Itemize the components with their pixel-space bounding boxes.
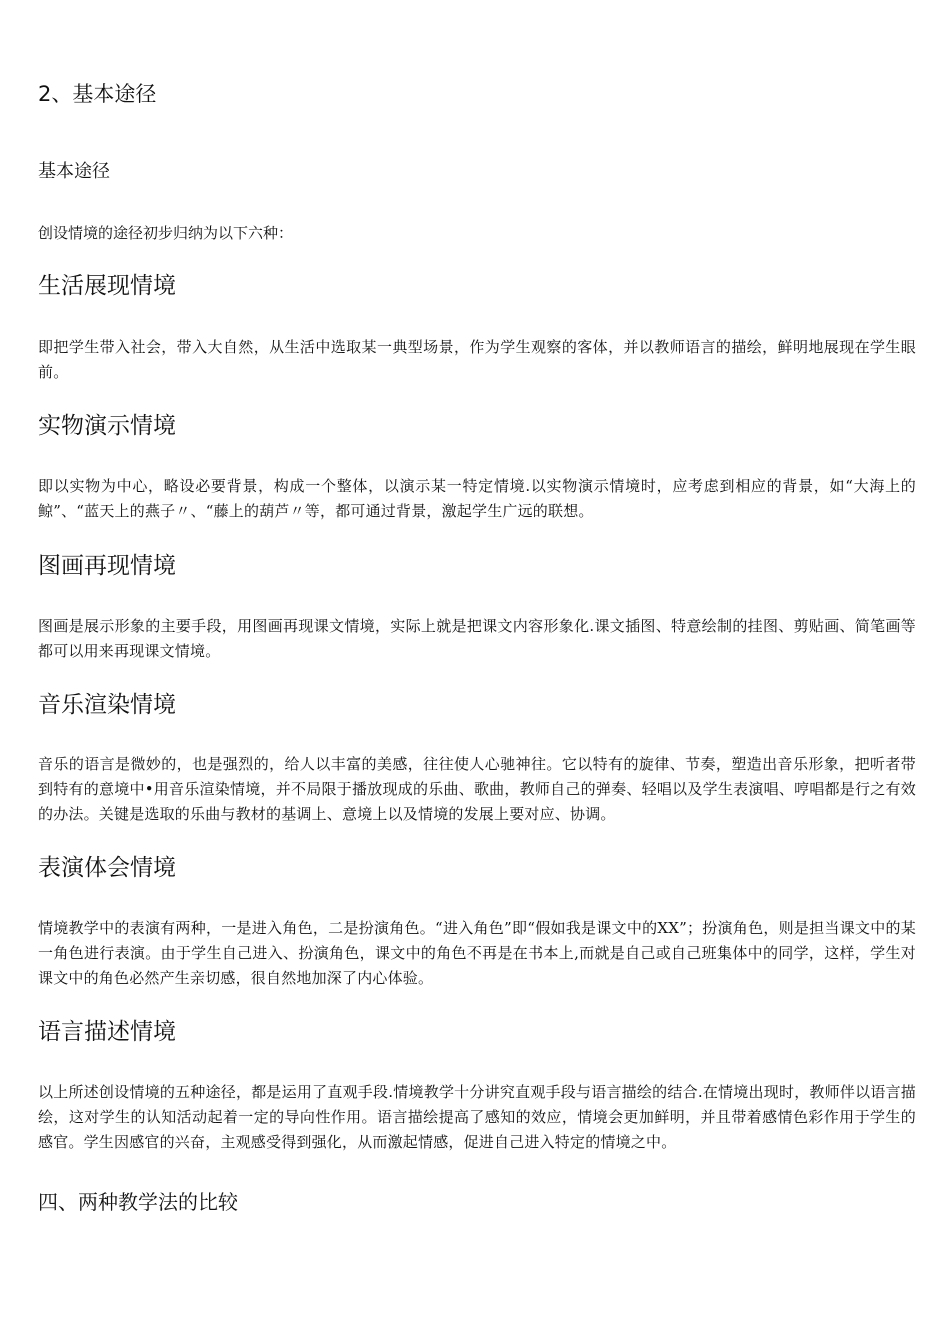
paragraph-life-situation: 即把学生带入社会，带入大自然，从生活中选取某一典型场景，作为学生观察的客体，并以教师语言的描绘，鲜明地展现在学生眼前。: [38, 338, 916, 381]
heading-life-situation: 生活展现情境: [38, 273, 176, 299]
heading-picture-situation: 图画再现情境: [38, 553, 176, 579]
paragraph-picture-situation: 图画是展示形象的主要手段，用图画再现课文情境，实际上就是把课文内容形象化.课文插图、特意绘制的挂图、剪贴画、简笔画等都可以用来再现课文情境。: [38, 617, 916, 660]
heading-language-situation: 语言描述情境: [38, 1019, 176, 1045]
intro-paragraph: 创设情境的途径初步归纳为以下六种：: [38, 224, 294, 242]
section-heading-comparison: 四、两种教学法的比较: [38, 1190, 238, 1214]
heading-performance-situation: 表演体会情境: [38, 855, 176, 881]
paragraph-music-situation: 音乐的语言是微妙的，也是强烈的，给人以丰富的美感，往往使人心驰神往。它以特有的旋律、节奏，塑造出音乐形象，把听者带到特有的意境中•用音乐渲染情境，并不局限于播放现成的乐曲、歌曲，教师自己的弹奏、轻唱以及学生表演唱、哼唱都是行之有效的办法。关键是选取的乐曲与教材的基调上、意境上以及情境的发展上要对应、协调。: [38, 755, 916, 823]
paragraph-performance-situation: 情境教学中的表演有两种，一是进入角色，二是扮演角色。“进入角色”即“假如我是课文中的XX”；扮演角色，则是担当课文中的某一角色进行表演。由于学生自己进入、扮演角色，课文中的角色不再是在书本上,而就是自己或自己班集体中的同学，这样，学生对课文中的角色必然产生亲切感，很自然地加深了内心体验。: [38, 919, 916, 987]
paragraph-object-demo-situation: 即以实物为中心，略设必要背景，构成一个整体，以演示某一特定情境.以实物演示情境时，应考虑到相应的背景，如“大海上的鲸”、“蓝天上的燕子〃、“藤上的葫芦〃等，都可通过背景，激起学生广远的联想。: [38, 477, 916, 520]
section-heading-basic-approaches: 2、基本途径: [38, 82, 157, 106]
heading-object-demo-situation: 实物演示情境: [38, 413, 176, 439]
subheading-basic-approaches: 基本途径: [38, 161, 110, 182]
paragraph-language-situation: 以上所述创设情境的五种途径，都是运用了直观手段.情境教学十分讲究直观手段与语言描绘的结合.在情境出现时，教师伴以语言描绘，这对学生的认知活动起着一定的导向性作用。语言描绘提高了感知的效应，情境会更加鲜明，并且带着感情色彩作用于学生的感官。学生因感官的兴奋，主观感受得到强化，从而激起情感，促进自己进入特定的情境之中。: [38, 1083, 916, 1151]
heading-music-situation: 音乐渲染情境: [38, 692, 176, 718]
